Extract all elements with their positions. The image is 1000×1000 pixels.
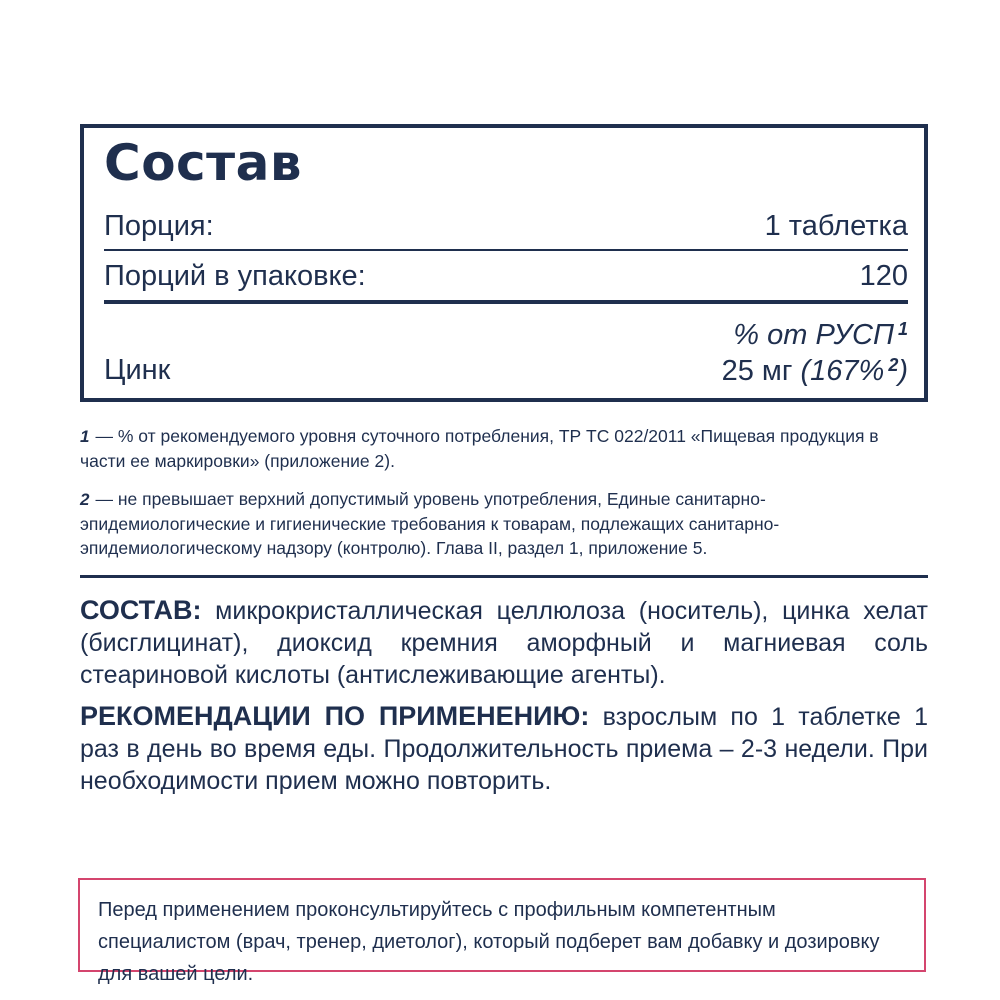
servings-per-container-label: Порций в упаковке: bbox=[104, 260, 366, 292]
facts-title: Состав bbox=[104, 134, 303, 192]
composition-heading: СОСТАВ: bbox=[80, 595, 202, 625]
nutrient-pct: (167% bbox=[800, 355, 885, 387]
recommendations-text: взрослым по 1 таблетке 1 раз в день во время еды. Продолжительность приема – 2-3 недели. При необходимости прием можно повторить. bbox=[80, 703, 928, 795]
consultation-warning-text: Перед применением проконсультируйтесь с профильным компетентным специалистом (врач, тренер, диетолог), который подберет вам добавку и дозировку для вашей цели. bbox=[98, 899, 880, 985]
footnote-mark-1: 1 bbox=[897, 319, 908, 339]
footnote-2-mark: 2 bbox=[80, 490, 90, 509]
footnote-2 bbox=[80, 487, 928, 560]
composition-text: микрокристаллическая целлюлоза (носитель), цинка хелат (бисглицинат), диоксид кремния аморфный и магниевая соль стеариновой кислоты (антислеживающие агенты). bbox=[80, 597, 928, 689]
nutrient-amount bbox=[722, 356, 908, 386]
servings-per-container-value: 120 bbox=[859, 260, 908, 292]
composition-paragraph bbox=[80, 594, 928, 691]
daily-value-header-text: % от РУСП bbox=[733, 319, 894, 351]
footnote-1 bbox=[80, 424, 928, 473]
recommendations-paragraph bbox=[80, 700, 928, 797]
thin-rule bbox=[104, 249, 908, 251]
section-divider bbox=[80, 575, 928, 578]
daily-value-header bbox=[733, 320, 908, 350]
nutrient-amount-value: 25 мг bbox=[721, 355, 793, 387]
recommendations-heading: РЕКОМЕНДАЦИИ ПО ПРИМЕНЕНИЮ: bbox=[80, 701, 590, 731]
nutrient-pct-close: ) bbox=[898, 355, 908, 387]
thick-rule bbox=[104, 300, 908, 304]
serving-size-value: 1 таблетка bbox=[764, 210, 908, 242]
footnote-mark-2: 2 bbox=[888, 355, 899, 375]
serving-size-label: Порция: bbox=[104, 210, 214, 242]
footnote-2-text: — не превышает верхний допустимый уровень употребления, Единые санитарно-эпидемиологические и гигиенические требования к товарам, подлежащих санитарно-эпидемиологическому надзору (контролю). Глава II, раздел 1, приложение 5. bbox=[80, 489, 780, 558]
nutrient-name: Цинк bbox=[104, 354, 171, 386]
supplement-facts-panel bbox=[80, 124, 928, 402]
footnote-1-mark: 1 bbox=[80, 427, 90, 446]
footnote-1-text: — % от рекомендуемого уровня суточного потребления, ТР ТС 022/2011 «Пищевая продукция в части ее маркировки» (приложение 2). bbox=[80, 426, 879, 471]
consultation-warning-box bbox=[78, 878, 926, 985]
